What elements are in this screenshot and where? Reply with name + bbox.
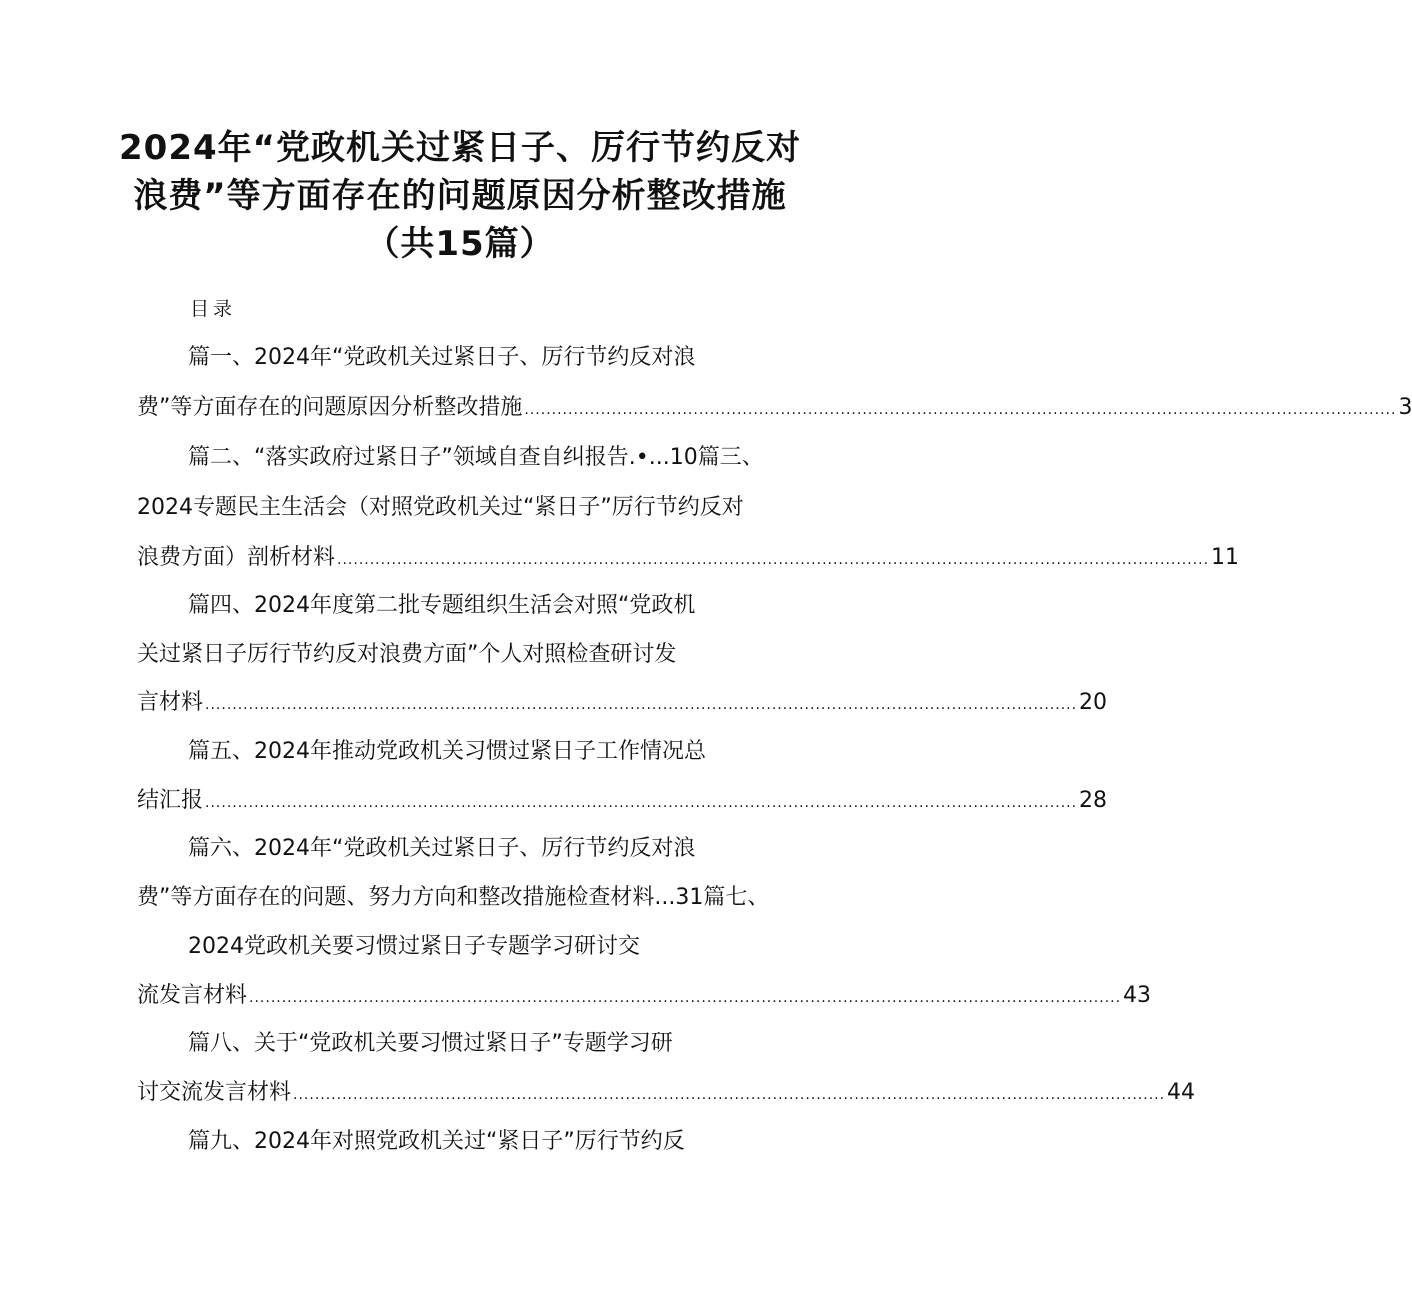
toc-entry-7-page: 43 bbox=[1123, 983, 1152, 1008]
toc-entry-3-line-2 bbox=[137, 543, 1240, 575]
document-title-line-1: 2024年“党政机关过紧日子、厉行节约反对 bbox=[119, 128, 801, 168]
document-title-line-2: 浪费”等方面存在的问题原因分析整改措施 bbox=[133, 176, 787, 216]
dot-leader: ................................................................................................................................................................ bbox=[337, 552, 1210, 568]
toc-entry-5-text: 结汇报 bbox=[137, 788, 204, 813]
document-title-line-3: （共15篇） bbox=[365, 224, 555, 264]
dot-leader: ................................................................................................................................................................ bbox=[293, 1087, 1166, 1103]
dot-leader: ................................................................................................................................................................ bbox=[205, 697, 1078, 713]
toc-entry-5-line-1: 篇五、2024年推动党政机关习惯过紧日子工作情况总 bbox=[188, 739, 706, 764]
toc-entry-7-text: 流发言材料 bbox=[137, 983, 248, 1008]
toc-entry-1-line-2 bbox=[137, 393, 1412, 425]
toc-entry-4-line-3 bbox=[137, 688, 1108, 720]
toc-entry-1-text: 费”等方面存在的问题原因分析整改措施 bbox=[137, 395, 523, 420]
toc-entry-3-line-1: 2024专题民主生活会（对照党政机关过“紧日子”厉行节约反对 bbox=[137, 495, 744, 520]
toc-entry-3-text: 浪费方面）剖析材料 bbox=[137, 545, 336, 570]
toc-entry-6-line-1: 篇六、2024年“党政机关过紧日子、厉行节约反对浪 bbox=[188, 836, 696, 861]
toc-entry-8-text: 讨交流发言材料 bbox=[137, 1080, 292, 1105]
dot-leader: ................................................................................................................................................................ bbox=[249, 990, 1122, 1006]
toc-entry-7-line-1: 2024党政机关要习惯过紧日子专题学习研讨交 bbox=[188, 934, 640, 959]
toc-entry-2-line: 篇二、“落实政府过紧日子”领域自查自纠报告.•...10篇三、 bbox=[188, 445, 764, 470]
toc-entry-7-line-2 bbox=[137, 981, 1152, 1013]
toc-entry-1-page: 3 bbox=[1398, 395, 1412, 420]
toc-entry-4-page: 20 bbox=[1079, 690, 1108, 715]
toc-entry-1-line-1: 篇一、2024年“党政机关过紧日子、厉行节约反对浪 bbox=[188, 345, 696, 370]
toc-entry-5-page: 28 bbox=[1079, 788, 1108, 813]
toc-entry-4-text: 言材料 bbox=[137, 690, 204, 715]
toc-entry-5-line-2 bbox=[137, 786, 1108, 818]
toc-entry-4-line-2: 关过紧日子厉行节约反对浪费方面”个人对照检查研讨发 bbox=[137, 642, 677, 667]
toc-entry-8-page: 44 bbox=[1167, 1080, 1196, 1105]
dot-leader: ................................................................................................................................................................ bbox=[524, 402, 1397, 418]
toc-entry-6-line-2: 费”等方面存在的问题、努力方向和整改措施检查材料...31篇七、 bbox=[137, 885, 770, 910]
dot-leader: ................................................................................................................................................................ bbox=[205, 795, 1078, 811]
toc-entry-3-page: 11 bbox=[1211, 545, 1240, 570]
toc-heading: 目录 bbox=[190, 298, 237, 320]
toc-entry-8-line-2 bbox=[137, 1078, 1196, 1110]
toc-entry-9-line-1: 篇九、2024年对照党政机关过“紧日子”厉行节约反 bbox=[188, 1129, 685, 1154]
toc-entry-8-line-1: 篇八、关于“党政机关要习惯过紧日子”专题学习研 bbox=[188, 1031, 673, 1056]
toc-entry-4-line-1: 篇四、2024年度第二批专题组织生活会对照“党政机 bbox=[188, 593, 696, 618]
